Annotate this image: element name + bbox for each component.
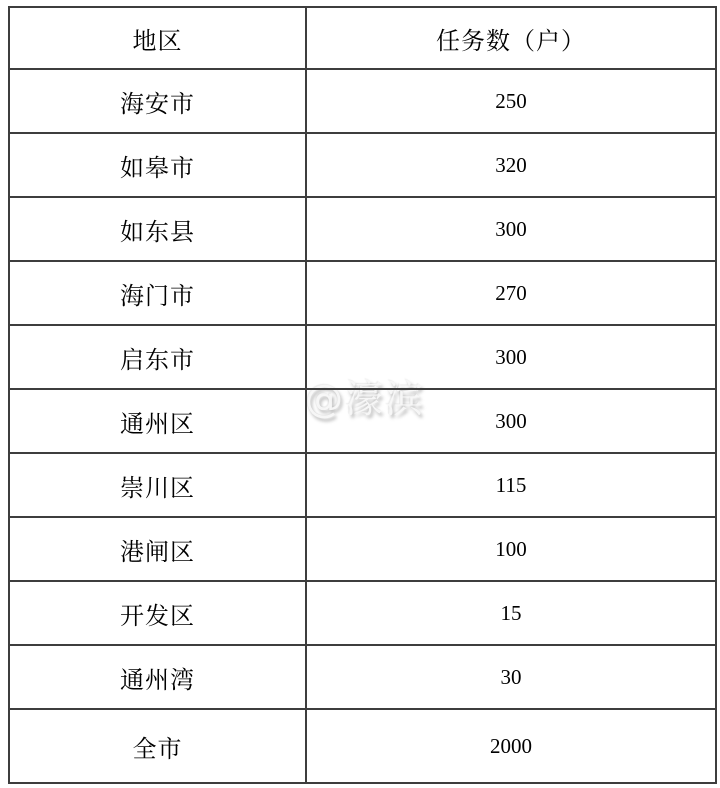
table-row xyxy=(9,453,716,517)
value-cell: 300 xyxy=(306,197,716,261)
watermark: @濠滨 xyxy=(305,377,426,421)
value-cell: 100 xyxy=(306,517,716,581)
header-cell-region: 地区 xyxy=(9,7,306,69)
value-cell: 300 xyxy=(306,325,716,389)
region-cell: 通州湾 xyxy=(9,645,306,709)
table-row xyxy=(9,197,716,261)
table-row xyxy=(9,133,716,197)
table-row xyxy=(9,389,716,453)
value-cell: 30 xyxy=(306,645,716,709)
value-cell: 2000 xyxy=(306,709,716,783)
table-row xyxy=(9,261,716,325)
region-cell: 如东县 xyxy=(9,197,306,261)
region-cell: 崇川区 xyxy=(9,453,306,517)
value-cell: 320 xyxy=(306,133,716,197)
region-cell: 启东市 xyxy=(9,325,306,389)
table-row xyxy=(9,69,716,133)
table-row xyxy=(9,517,716,581)
region-cell: 开发区 xyxy=(9,581,306,645)
region-cell: 全市 xyxy=(9,709,306,783)
region-task-table xyxy=(8,6,717,784)
header-cell-tasks: 任务数（户） xyxy=(306,7,716,69)
value-cell: 115 xyxy=(306,453,716,517)
table-row xyxy=(9,325,716,389)
region-cell: 通州区 xyxy=(9,389,306,453)
header-row xyxy=(9,7,716,69)
region-cell: 港闸区 xyxy=(9,517,306,581)
table-row xyxy=(9,581,716,645)
value-cell: 250 xyxy=(306,69,716,133)
value-cell: 300 xyxy=(306,389,716,453)
table-row-total xyxy=(9,709,716,783)
region-cell: 海安市 xyxy=(9,69,306,133)
region-cell: 海门市 xyxy=(9,261,306,325)
value-cell: 15 xyxy=(306,581,716,645)
region-cell: 如皋市 xyxy=(9,133,306,197)
value-cell: 270 xyxy=(306,261,716,325)
table-row xyxy=(9,645,716,709)
